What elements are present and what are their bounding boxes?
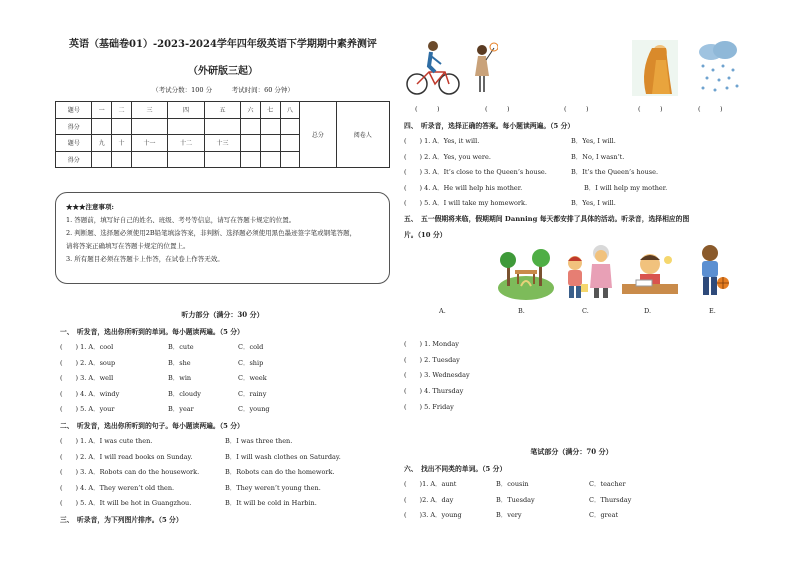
list-item: ( ) 4. Thursday <box>404 387 464 396</box>
picture-label: A. <box>439 307 446 315</box>
score-cell: 一 <box>92 102 112 119</box>
list-item: ( ) 2. A．soup B．she C．ship <box>60 358 264 367</box>
list-item: ( ) 5. A．your B．year C．young <box>60 405 270 413</box>
list-item: ( ) 1. A．Yes, it will. B．Yes, I will. <box>404 137 616 145</box>
list-item: ( )3. A．young B．very C．great <box>404 511 619 519</box>
written-heading: 笔试部分（满分：70 分） <box>530 447 613 456</box>
list-item: ( ) 5. A．I will take my homework. B．Yes, I will. <box>404 199 616 207</box>
score-cell: 十二 <box>168 135 204 152</box>
score-cell: 得分 <box>56 118 92 135</box>
exam-info: （考试分数：100 分 考试时间：60 分钟） <box>152 86 294 94</box>
answer-blank[interactable]: ( ) <box>564 105 589 113</box>
listening-heading: 听力部分（满分：30 分） <box>181 310 264 319</box>
score-cell: 三 <box>131 102 167 119</box>
score-table <box>55 101 390 168</box>
list-item: ( ) 4. A．They weren’t old then. B．They weren’t young then. <box>60 483 321 492</box>
section-6-title: 六、 找出不同类的单词。（5 分） <box>404 465 507 473</box>
score-cell: 七 <box>260 102 280 119</box>
girl-painting-picture <box>563 254 589 300</box>
boy-basketball-picture <box>692 243 732 301</box>
section-4-title: 四、 听录音，选择正确的答案。每小题读两遍。（5 分） <box>404 122 575 130</box>
score-cell: 二 <box>112 102 132 119</box>
list-item: ( ) 1. A．cool B．cute C．cold <box>60 343 264 351</box>
notes-item: 1. 答题前，填写好自己的姓名、班级、考号等信息，请写在答题卡规定的位置。 <box>66 216 296 224</box>
score-cell: 八 <box>280 102 300 119</box>
score-cell: 四 <box>168 102 204 119</box>
list-item: ( ) 3. A．well B．win C．week <box>60 374 267 382</box>
list-item: ( ) 3. Wednesday <box>404 371 470 380</box>
list-item: ( ) 4. A．He will help his mother. B．I will help my mother. <box>404 183 668 192</box>
notes-item: 请将答案正确填写在答题卡规定的位置上。 <box>66 242 190 250</box>
picture-label: E. <box>709 307 716 315</box>
section-2-list <box>60 436 390 514</box>
section-3-title: 三、 听录音，为下列图片排序。（5 分） <box>60 516 183 524</box>
woman-with-hair-picture <box>632 40 678 96</box>
list-item: ( ) 3. A．It’s close to the Queen’s house. B．It’s the Queen’s house. <box>404 168 659 176</box>
page-subtitle: （外研版三起） <box>188 66 258 77</box>
score-cell: 九 <box>92 135 112 152</box>
park-picture <box>497 246 555 302</box>
notes-heading: ★★★注意事项: <box>66 203 114 211</box>
answer-blank[interactable]: ( ) <box>638 105 663 113</box>
list-item: ( )1. A．aunt B．cousin C．teacher <box>404 480 626 488</box>
list-item: ( ) 2. A．I will read books on Sunday. B．I will wash clothes on Saturday. <box>60 452 341 461</box>
score-cell: 十一 <box>131 135 167 152</box>
list-item: ( ) 2. Tuesday <box>404 355 460 364</box>
score-cell: 十三 <box>204 135 240 152</box>
score-cell: 题号 <box>56 135 92 152</box>
score-cell: 五 <box>204 102 240 119</box>
list-item: ( ) 4. A．windy B．cloudy C．rainy <box>60 389 267 398</box>
grandmother-picture <box>588 244 614 300</box>
score-cell: 十 <box>112 135 132 152</box>
total-score-cell: 总分 <box>300 102 336 168</box>
section-1-list <box>60 342 390 420</box>
score-cell: 题号 <box>56 102 92 119</box>
answer-blank[interactable]: ( ) <box>698 105 723 113</box>
score-cell: 六 <box>241 102 261 119</box>
section-1-title: 一、 听发音，选出你所听到的单词。每小题读两遍。（5 分） <box>60 328 244 336</box>
notes-item: 2. 判断题、选择题必须使用2B铅笔填涂答案，非判断、选择题必须使用黑色墨迹签字笔或钢笔答题， <box>66 229 357 237</box>
section-5-list <box>404 339 604 417</box>
answer-blank[interactable]: ( ) <box>415 105 440 113</box>
picture-label: B. <box>518 307 525 315</box>
list-item: ( )2. A．day B．Tuesday C．Thursday <box>404 495 632 504</box>
picture-label: D. <box>644 307 652 315</box>
section-6-list <box>404 479 734 526</box>
list-item: ( ) 5. Friday <box>404 402 454 411</box>
rain-cloud-picture <box>693 40 743 94</box>
answer-blank[interactable]: ( ) <box>485 105 510 113</box>
cyclist-picture <box>405 38 461 96</box>
page-title: 英语（基础卷01）-2023-2024学年四年级英语下学期期中素养测评 <box>69 39 377 50</box>
grader-cell: 阅卷人 <box>336 102 389 168</box>
notes-item: 3. 所有题目必须在答题卡上作答，在试卷上作答无效。 <box>66 255 224 263</box>
list-item: ( ) 2. A．Yes, you were. B．No, I wasn’t. <box>404 152 625 161</box>
section-4-list <box>404 136 734 214</box>
list-item: ( ) 5. A．It will be hot in Guangzhou. B．It will be cold in Harbin. <box>60 499 317 507</box>
score-cell: 得分 <box>56 151 92 168</box>
section-5-title-2: 片。（10 分） <box>404 231 447 239</box>
picture-label: C. <box>582 307 589 315</box>
list-item: ( ) 3. A．Robots can do the housework. B．Robots can do the homework. <box>60 468 335 476</box>
list-item: ( ) 1. Monday <box>404 340 459 348</box>
notes-box <box>55 192 390 284</box>
girl-with-net-picture <box>472 42 498 96</box>
boy-doing-homework-picture <box>622 250 678 300</box>
list-item: ( ) 1. A．I was cute then. B．I was three then. <box>60 437 293 445</box>
section-2-title: 二、 听发音，选出你所听到的句子。每小题读两遍。（5 分） <box>60 422 244 430</box>
section-5-title-1: 五、 五一假期将来临，假期期间 Danning 每天都安排了具体的活动。听录音，选择相应的图 <box>404 215 690 223</box>
